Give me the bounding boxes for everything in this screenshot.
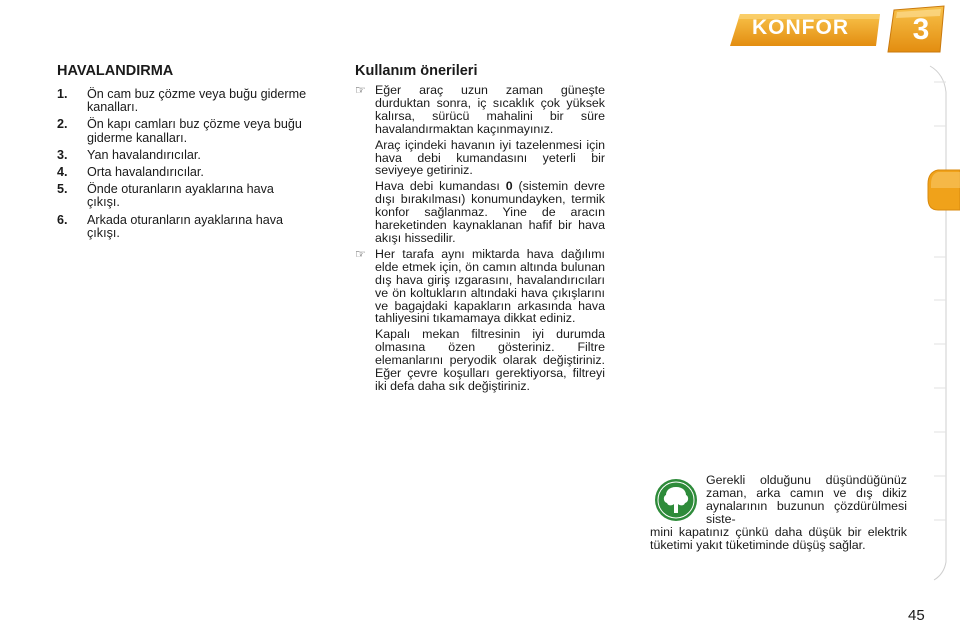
eco-text: mini kapatınız çünkü daha düşük bir elektrik tüketimi yakıt tüketiminde düşüş sağlar. [650, 525, 907, 552]
list-item [57, 183, 307, 209]
tip-bold-value: 0 [505, 179, 513, 194]
item-text: Ön kapı camları buz çözme veya buğu giderme kanalları. [87, 117, 302, 145]
tip-text: Araç içindeki havanın iyi tazelenmesi için hava debi kumandasını yeterli bir seviyeye getiriniz. [375, 137, 605, 178]
vent-numbered-list [57, 88, 307, 244]
item-text: Önde oturanların ayaklarına hava çıkışı. [87, 182, 274, 210]
chapter-tabs [924, 62, 960, 582]
usage-tips [355, 84, 605, 396]
item-text: Yan havalandırıcılar. [87, 147, 201, 162]
tip-text: Hava debi kumandası [375, 179, 506, 194]
section-title-usage-tips: Kullanım önerileri [355, 63, 478, 79]
tip-paragraph [355, 328, 605, 393]
tip-paragraph [355, 84, 605, 136]
chapter-title: KONFOR [752, 16, 849, 39]
item-number: 1. [57, 87, 68, 101]
tip-paragraph [355, 180, 605, 245]
chapter-number: 3 [912, 13, 930, 46]
item-text: Arkada oturanların ayaklarına hava çıkışı. [87, 212, 284, 240]
tip-paragraph [355, 248, 605, 325]
item-number: 5. [57, 182, 68, 197]
list-item [57, 149, 307, 162]
list-item [57, 88, 307, 114]
list-item [57, 214, 307, 240]
list-item [57, 166, 307, 179]
pointing-hand-icon: ☞ [355, 83, 366, 97]
item-number: 6. [57, 212, 68, 227]
tip-text: Her tarafa aynı miktarda hava dağılımı elde etmek için, ön camın altında bulunan dış hava giriş ızgarasını, havalandırıcıları ve ön koltukların altındaki hava çıkışlarını ve bagajdaki kapakların arkasında hava tahliyesini tıkamamaya dikkat ediniz. [375, 246, 605, 326]
item-text: Ön cam buz çözme veya buğu giderme kanalları. [87, 87, 307, 115]
tip-text: Kapalı mekan filtresinin iyi durumda olmasına özen gösteriniz. Filtre elemanlarını peryodik olarak değiştiriniz. Eğer çevre koşulları gerektiyorsa, filtreyi iki defa daha sık değiştiriniz. [375, 327, 605, 393]
item-text: Orta havalandırıcılar. [87, 165, 204, 180]
tip-text: (sistemin devre dışı bırakılması) konumundayken, termik konfor sağlanmaz. Yine de aracın hareketinden kaynaklanan hafif bir hava akışı hissedilir. [375, 179, 605, 245]
pointing-hand-icon: ☞ [355, 246, 366, 261]
page-number: 45 [908, 607, 925, 624]
eco-text: Gerekli olduğunu düşündüğünüz zaman, arka camın ve dış dikiz aynalarının buzunun çözdürülmesi siste- [706, 473, 907, 526]
tree-icon [654, 478, 698, 522]
item-number: 3. [57, 147, 68, 162]
section-title-ventilation: HAVALANDIRMA [57, 63, 174, 79]
item-number: 4. [57, 165, 68, 180]
tip-paragraph [355, 139, 605, 178]
tip-text: Eğer araç uzun zaman güneşte durduktan sonra, iç sıcaklık çok yüksek kalırsa, sürücü mahalini bir süre havalandırmaktan kaçınmayınız. [375, 83, 605, 136]
chapter-header [0, 0, 960, 60]
item-number: 2. [57, 117, 68, 132]
list-item [57, 118, 307, 144]
